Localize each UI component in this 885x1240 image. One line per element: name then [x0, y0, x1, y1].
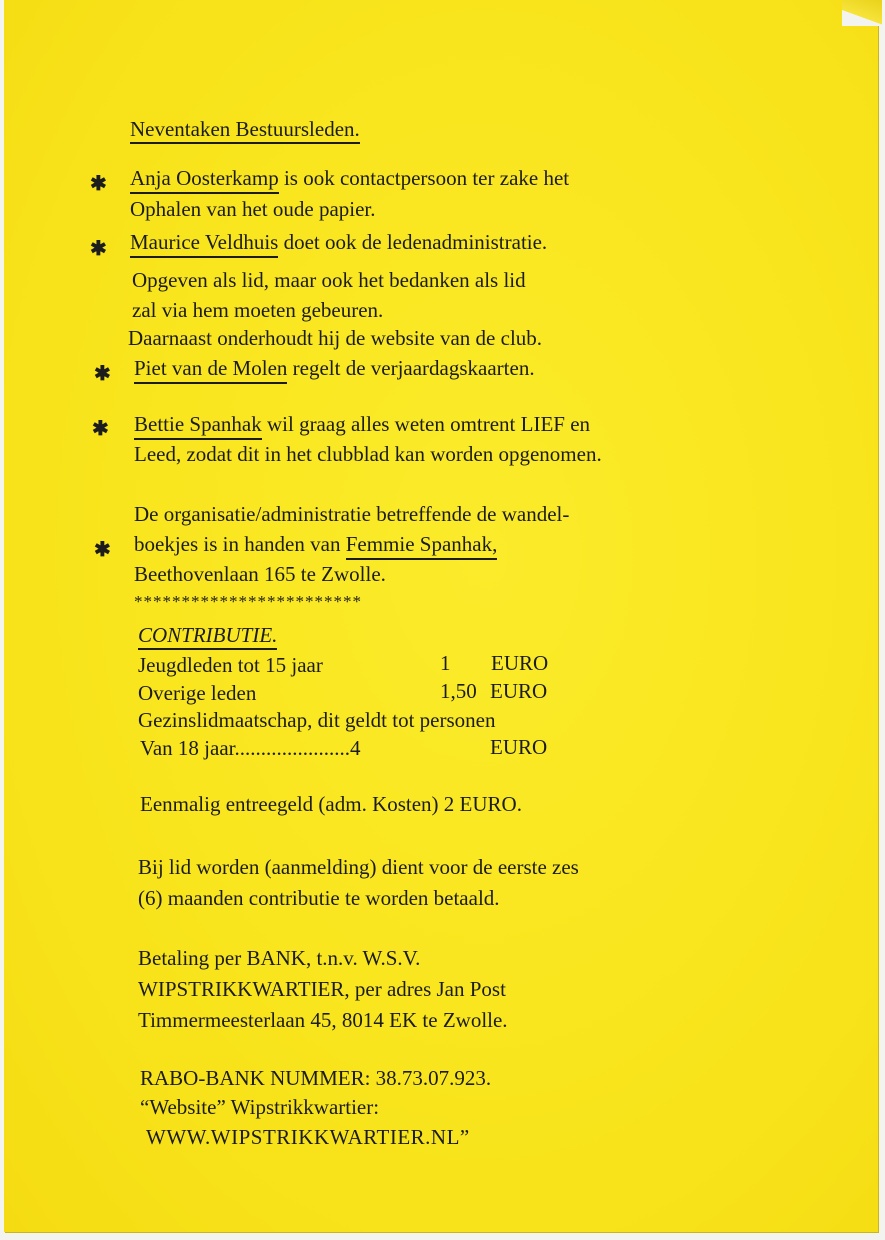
bullet-star-icon: ✱ [90, 238, 107, 260]
fee-label: Jeugdleden tot 15 jaar [138, 653, 323, 677]
fee-unit: EURO [490, 679, 548, 703]
duty-anja [130, 168, 569, 189]
member-name-bettie: Bettie Spanhak [134, 412, 262, 440]
bullet-star-icon: ✱ [94, 363, 111, 385]
duty-maurice [130, 232, 547, 253]
folded-corner [842, 0, 882, 26]
bank-detail-line: Timmermeesterlaan 45, 8014 EK te Zwolle. [138, 1008, 508, 1032]
entry-fee: Eenmalig entreegeld (adm. Kosten) 2 EURO. [140, 792, 522, 816]
duty-line: Leed, zodat dit in het clubblad kan worden opgenomen. [134, 442, 602, 466]
website-url: WWW.WIPSTRIKKWARTIER.NL” [146, 1125, 470, 1149]
fee-unit: EURO [491, 651, 549, 675]
bank-detail-line: WIPSTRIKKWARTIER, per adres Jan Post [138, 977, 506, 1001]
fee-unit: EURO [490, 735, 548, 759]
bank-detail-line: Betaling per BANK, t.n.v. W.S.V. [138, 946, 421, 970]
bank-account-number: RABO-BANK NUMMER: 38.73.07.923. [140, 1066, 492, 1090]
duty-line: Ophalen van het oude papier. [130, 197, 376, 221]
website-label: “Website” Wipstrikkwartier: [140, 1095, 380, 1119]
separator-stars: ************************ [134, 592, 362, 611]
duty-bettie [134, 414, 590, 435]
member-name-piet: Piet van de Molen [134, 356, 287, 384]
duty-text: wil graag alles weten omtrent LIEF en [266, 412, 591, 436]
fee-label: Van 18 jaar......................4 [140, 736, 361, 760]
member-name-anja: Anja Oosterkamp [130, 166, 279, 194]
page-heading: Neventaken Bestuursleden. [130, 119, 360, 144]
bullet-star-icon: ✱ [92, 418, 109, 440]
fee-label: Overige leden [138, 681, 257, 705]
payment-notice-line: (6) maanden contributie te worden betaald. [138, 886, 500, 910]
yellow-paper-page [4, 0, 878, 1232]
payment-notice-line: Bij lid worden (aanmelding) dient voor de eerste zes [138, 855, 579, 879]
duty-text: doet ook de ledenadministratie. [283, 230, 548, 254]
duty-text: is ook contactpersoon ter zake het [283, 166, 570, 190]
bullet-star-icon: ✱ [94, 539, 111, 561]
member-name-maurice: Maurice Veldhuis [130, 230, 278, 258]
duty-line: Opgeven als lid, maar ook het bedanken als lid [132, 268, 526, 292]
duty-line: zal via hem moeten gebeuren. [132, 298, 384, 322]
duty-line: Beethovenlaan 165 te Zwolle. [134, 562, 386, 586]
fee-amount: 1,50 [440, 679, 477, 703]
fee-amount: 1 [440, 651, 451, 675]
duty-femmie [134, 534, 497, 555]
contributie-title: CONTRIBUTIE. [138, 625, 277, 650]
duty-line: Daarnaast onderhoudt hij de website van de club. [128, 326, 543, 350]
family-membership-line: Gezinslidmaatschap, dit geldt tot personen [138, 708, 496, 732]
duty-text: boekjes is in handen van [134, 532, 341, 556]
duty-line: De organisatie/administratie betreffende de wandel- [134, 502, 570, 526]
duty-text: regelt de verjaardagskaarten. [292, 356, 535, 380]
member-name-femmie: Femmie Spanhak, [346, 532, 498, 560]
duty-piet [134, 358, 535, 379]
bullet-star-icon: ✱ [90, 173, 107, 195]
